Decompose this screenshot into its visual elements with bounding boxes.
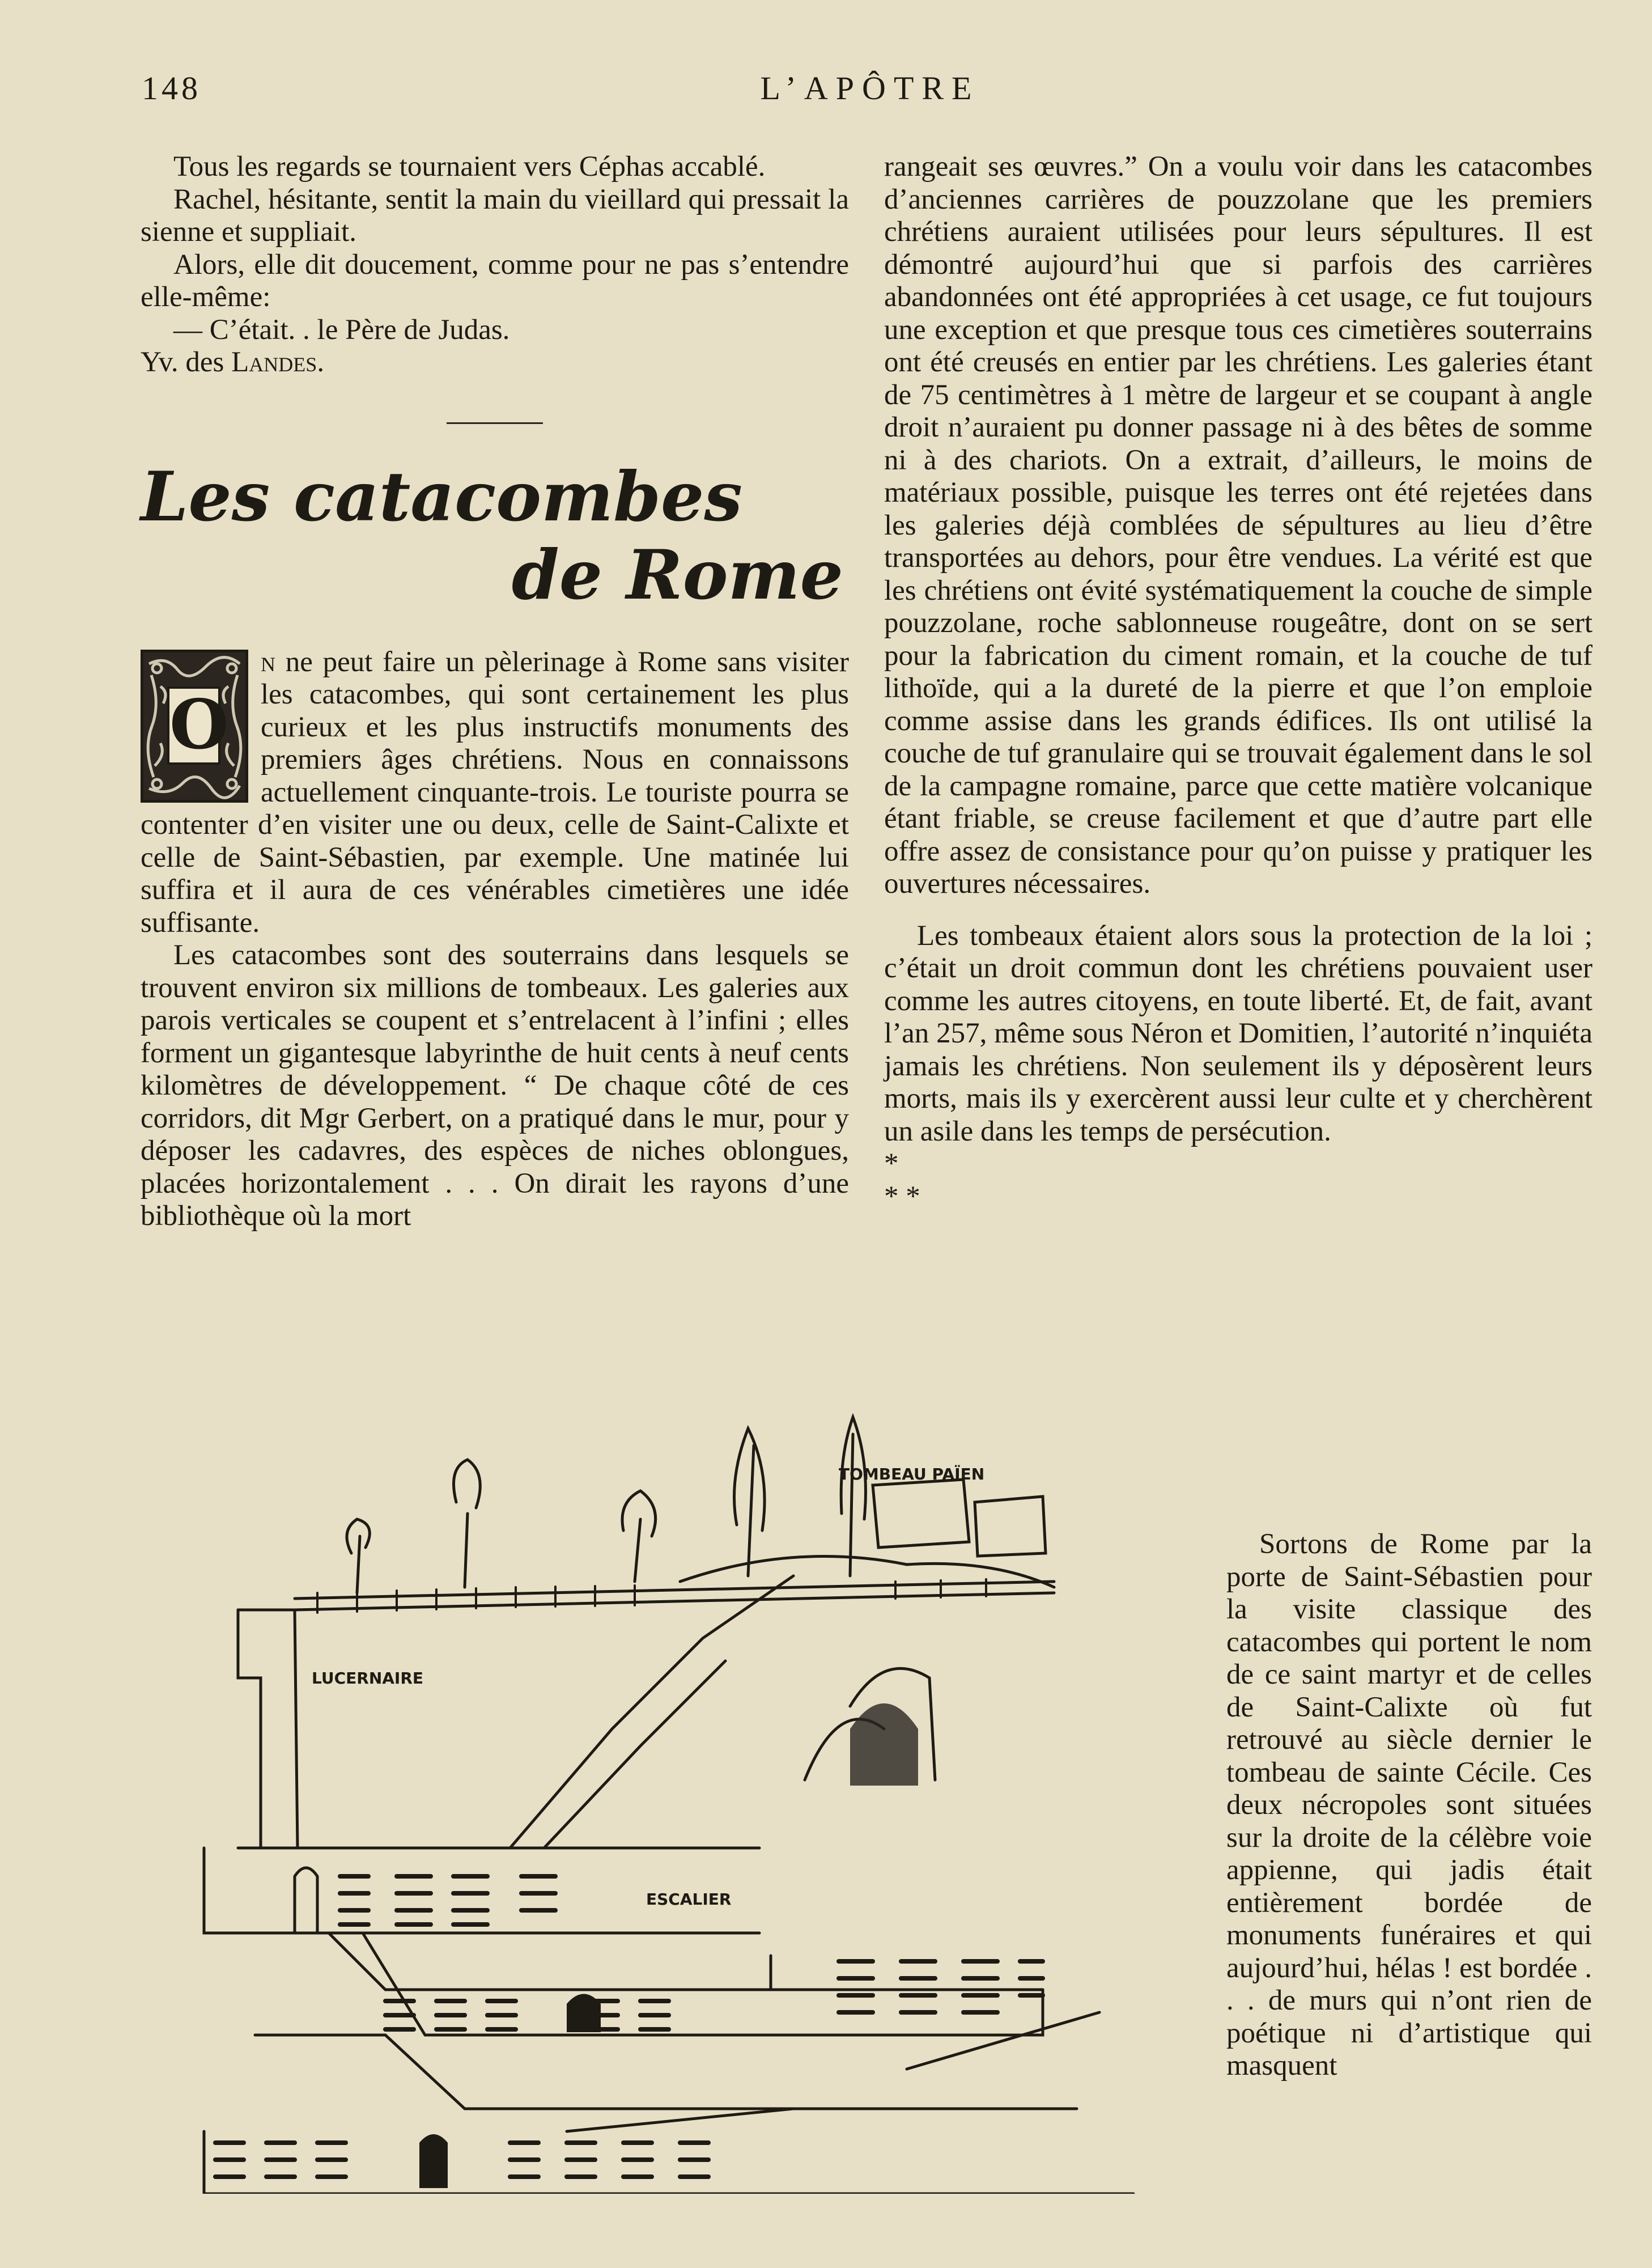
signature-prefix: Yv. des <box>141 346 232 378</box>
prev-paragraph: Tous les regards se tournaient vers Céphas accablé. <box>173 151 766 183</box>
article-title-line-1: Les catacombes <box>141 456 742 537</box>
signature-name: Landes. <box>231 346 325 378</box>
label-staircase: ESCALIER <box>646 1890 732 1909</box>
catacomb-cross-section-illustration <box>170 1411 1224 2194</box>
page-header <box>142 69 1598 115</box>
ornamental-initial <box>141 650 248 803</box>
intro-text: ne peut faire un pèlerinage à Rome sans visiter les catacombes, qui sont certainement les plus curieux et les plus instructifs monuments des premiers âges chrétiens. Nous en connaissons actuellement cinquante-trois. Le touriste pourra se contenter d’en visiter une ou deux, celle de Saint-Calixte et celle de Saint-Sébastien, par exemple. Une matinée lui suffira et il aura de ces vénérables cimetières une idée suffisante. <box>141 646 849 939</box>
article-title-line-2: de Rome <box>511 535 843 615</box>
intro-first-word: n <box>261 646 275 678</box>
section-divider <box>447 422 543 424</box>
label-pagan-tomb: TOMBEAU PAÏEN <box>839 1465 985 1483</box>
prev-paragraph: Alors, elle dit doucement, comme pour ne pas s’entendre elle-même: <box>141 248 849 313</box>
right-column <box>884 151 1592 1213</box>
article-paragraph: rangeait ses œuvres.” On a voulu voir dans les catacombes d’anciennes carrières de pouzzolane que les premiers chrétiens auraient utilisées pour leurs sépultures. Il est démontré aujourd’hui que si parfois des carrières abandonnées ont été appropriées à cet usage, ce fut toujours une exception et que presque tous ces cimetières souterrains ont été creusés en entier par les chrétiens. Les galeries étant de 75 centimètres à 1 mètre de largeur et se coupant à angle droit n’auraient pu donner passage ni à des bêtes de somme ni à des chariots. On a extrait, d’ailleurs, le moins de matériaux possible, puisque les terres ont été rejetées dans les galeries déjà comblées de sépultures au lieu d’être transportées au dehors, pour être vendues. La vérité est que les chrétiens ont évité systématiquement la couche de simple pouzzolane, roche sablonneuse rougeâtre, dont on se sert pour la fabrication du ciment romain, et la couche de tuf lithoïde, qui a la dureté de la pierre et que l’on emploie comme assise dans les grands édifices. Ils ont utilisé la couche de tuf granulaire qui se trouvait également dans le sol de la campagne romaine, parce que cette matière volcanique étant friable, se creuse facilement et que d’autre part elle offre assez de consistance pour qu’on puisse y pratiquer les ouvertures nécessaires. <box>884 151 1592 900</box>
prev-paragraph: Rachel, hésitante, sentit la main du vieillard qui pressait la sienne et suppliait. <box>141 183 849 248</box>
article-paragraph: Les catacombes sont des souterrains dans lesquels se trouvent environ six millions de tombeaux. Les galeries aux parois verticales se coupent et s’entrelacent à l’infini ; elles forment un gigantesque labyrinthe de huit cents à neuf cents kilomètres de développement. “ De chaque côté de ces corridors, dit Mgr Gerbert, on a pratiqué dans le mur, pour y déposer les cadavres, des espèces de niches oblongues, placées horizontalement . . . On dirait les rayons d’une bibliothèque où la mort <box>141 939 849 1232</box>
author-signature <box>141 346 849 379</box>
page-number: 148 <box>142 70 201 107</box>
section-break-stars: * <box>884 1148 899 1180</box>
label-skylight: LUCERNAIRE <box>312 1669 424 1688</box>
dropcap-letter: O <box>167 686 220 765</box>
article-paragraph: Sortons de Rome par la porte de Saint-Sébastien pour la visite classique des catacombes qui portent le nom de ce saint martyr et de celles de Saint-Calixte où fut retrouvé au siècle dernier le tombeau de sainte Cécile. Ces deux nécropoles sont situées sur la droite de la célèbre voie appienne, qui jadis était entièrement bordée de monuments funéraires et qui aujourd’hui, hélas ! est bordée . . . de murs qui n’ont rien de poétique ni d’artistique qui masquent <box>1226 1528 1592 2082</box>
running-title: L’APÔTRE <box>760 70 980 107</box>
article-paragraph: Les tombeaux étaient alors sous la protection de la loi ; c’était un droit commun dont les chrétiens pouvaient user comme les autres citoyens, en toute liberté. Et, de fait, avant l’an 257, même sous Néron et Domitien, l’autorité n’inquiéta jamais les chrétiens. Non seulement ils y déposèrent leurs morts, mais ils y exercèrent aussi leur culte et y cherchèrent un asile dans les temps de persécution. <box>884 919 1592 1147</box>
intro-block <box>141 646 849 940</box>
prev-paragraph: — C’était. . le Père de Judas. <box>173 313 510 346</box>
wrapped-text-column <box>1226 1528 1592 2083</box>
left-column <box>141 151 849 1233</box>
article-title <box>141 458 849 614</box>
section-break-stars: * * <box>884 1180 920 1213</box>
